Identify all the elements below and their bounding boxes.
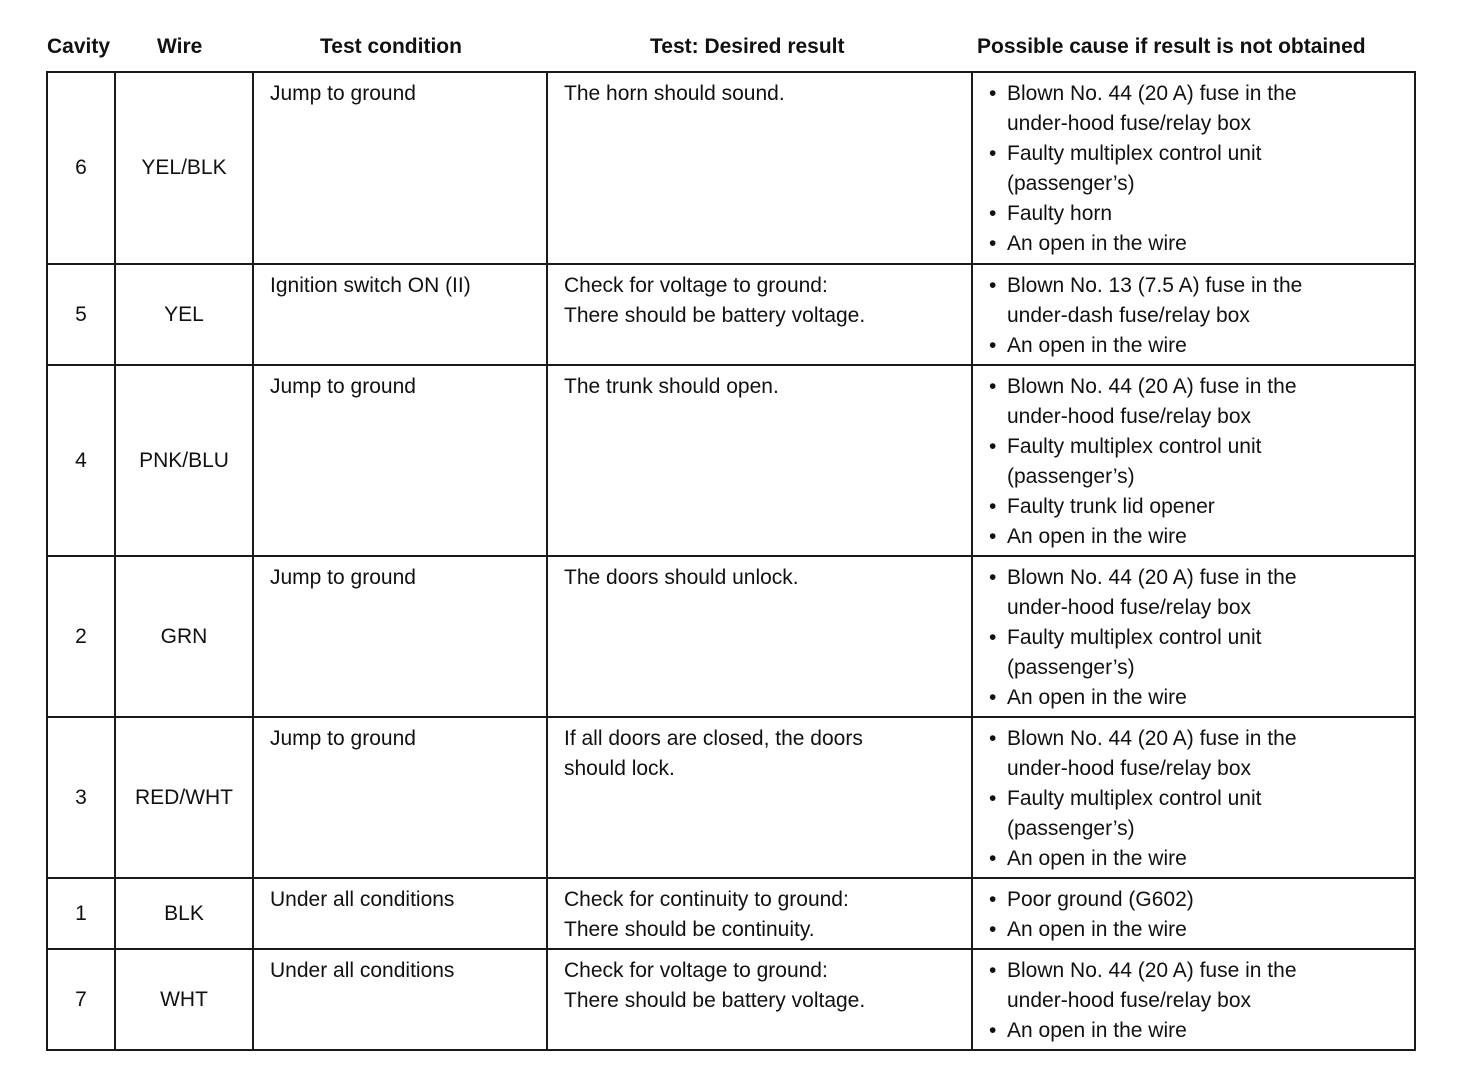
desired-result-line: The doors should unlock. — [564, 566, 799, 589]
header-test-condition: Test condition — [320, 35, 462, 58]
cause-line: (passenger’s) — [1007, 817, 1135, 840]
cause-item — [989, 956, 1398, 1016]
cause-item — [989, 1016, 1398, 1046]
desired-result-line: The trunk should open. — [564, 375, 779, 398]
possible-cause-cell — [972, 72, 1415, 264]
cause-item — [989, 432, 1398, 492]
desired-result-line: There should be battery voltage. — [564, 304, 866, 327]
cavity-cell: 3 — [47, 717, 115, 878]
cause-line: • Faulty multiplex control unit — [1007, 787, 1262, 810]
desired-result-cell — [547, 556, 972, 717]
desired-result-line: Check for voltage to ground: — [564, 959, 828, 982]
cause-item — [989, 372, 1398, 432]
desired-result-line: The horn should sound. — [564, 82, 785, 105]
cause-line: • An open in the wire — [1007, 334, 1187, 357]
cause-item — [989, 563, 1398, 623]
test-condition-cell: Jump to ground — [253, 556, 547, 717]
cause-line: under-hood fuse/relay box — [1007, 596, 1251, 619]
cause-line: under-hood fuse/relay box — [1007, 757, 1251, 780]
possible-cause-cell — [972, 878, 1415, 949]
cause-line: • Faulty multiplex control unit — [1007, 435, 1262, 458]
desired-result-cell — [547, 264, 972, 365]
cause-line: • An open in the wire — [1007, 686, 1187, 709]
desired-result-cell — [547, 365, 972, 556]
cause-list — [989, 79, 1398, 259]
table-row — [47, 365, 1415, 556]
possible-cause-cell — [972, 365, 1415, 556]
test-condition-cell: Under all conditions — [253, 878, 547, 949]
desired-result-cell — [547, 878, 972, 949]
desired-result-line: There should be battery voltage. — [564, 989, 866, 1012]
wire-cell: YEL/BLK — [115, 72, 253, 264]
cause-line: • An open in the wire — [1007, 525, 1187, 548]
table-row — [47, 264, 1415, 365]
desired-result-line: should lock. — [564, 757, 675, 780]
wire-cell: RED/WHT — [115, 717, 253, 878]
cause-line: under-hood fuse/relay box — [1007, 989, 1251, 1012]
cause-list — [989, 956, 1398, 1046]
cavity-cell: 7 — [47, 949, 115, 1050]
cavity-cell: 2 — [47, 556, 115, 717]
table-row — [47, 949, 1415, 1050]
cause-item — [989, 199, 1398, 229]
cavity-cell: 1 — [47, 878, 115, 949]
cause-line: (passenger’s) — [1007, 656, 1135, 679]
wire-cell: GRN — [115, 556, 253, 717]
cavity-cell: 6 — [47, 72, 115, 264]
cause-list — [989, 563, 1398, 713]
cause-item — [989, 623, 1398, 683]
cause-line: • Faulty trunk lid opener — [1007, 495, 1215, 518]
desired-result-cell — [547, 717, 972, 878]
cause-line: (passenger’s) — [1007, 172, 1135, 195]
test-condition-cell: Under all conditions — [253, 949, 547, 1050]
possible-cause-cell — [972, 264, 1415, 365]
cavity-cell: 5 — [47, 264, 115, 365]
cause-line: (passenger’s) — [1007, 465, 1135, 488]
cause-line: • An open in the wire — [1007, 918, 1187, 941]
test-table — [46, 71, 1416, 1051]
cause-line: • Blown No. 44 (20 A) fuse in the — [1007, 566, 1297, 589]
cause-list — [989, 271, 1398, 361]
cause-item — [989, 683, 1398, 713]
cause-item — [989, 139, 1398, 199]
cause-item — [989, 492, 1398, 522]
possible-cause-cell — [972, 556, 1415, 717]
desired-result-line: If all doors are closed, the doors — [564, 727, 863, 750]
header-wire: Wire — [157, 35, 203, 58]
cause-item — [989, 522, 1398, 552]
cause-line: • An open in the wire — [1007, 847, 1187, 870]
header-possible-cause: Possible cause if result is not obtained — [977, 35, 1366, 58]
table-row — [47, 717, 1415, 878]
desired-result-line: Check for continuity to ground: — [564, 888, 849, 911]
cause-line: • Blown No. 44 (20 A) fuse in the — [1007, 727, 1297, 750]
cause-item — [989, 724, 1398, 784]
desired-result-line: Check for voltage to ground: — [564, 274, 828, 297]
table-row — [47, 72, 1415, 264]
cause-line: • Blown No. 44 (20 A) fuse in the — [1007, 375, 1297, 398]
cause-line: • Blown No. 44 (20 A) fuse in the — [1007, 959, 1297, 982]
possible-cause-cell — [972, 717, 1415, 878]
test-condition-cell: Jump to ground — [253, 717, 547, 878]
test-condition-cell: Ignition switch ON (II) — [253, 264, 547, 365]
cause-item — [989, 229, 1398, 259]
desired-result-cell — [547, 72, 972, 264]
possible-cause-cell — [972, 949, 1415, 1050]
test-condition-cell: Jump to ground — [253, 365, 547, 556]
table-row — [47, 878, 1415, 949]
wire-cell: YEL — [115, 264, 253, 365]
cause-line: under-hood fuse/relay box — [1007, 112, 1251, 135]
wire-cell: WHT — [115, 949, 253, 1050]
cavity-cell: 4 — [47, 365, 115, 556]
cause-item — [989, 885, 1398, 915]
cause-list — [989, 724, 1398, 874]
desired-result-cell — [547, 949, 972, 1050]
cause-line: • Faulty multiplex control unit — [1007, 142, 1262, 165]
cause-line: • Faulty horn — [1007, 202, 1113, 225]
cause-item — [989, 271, 1398, 331]
cause-line: • Faulty multiplex control unit — [1007, 626, 1262, 649]
cause-list — [989, 372, 1398, 552]
cause-list — [989, 885, 1398, 945]
cause-line: • Blown No. 44 (20 A) fuse in the — [1007, 82, 1297, 105]
cause-item — [989, 331, 1398, 361]
cause-item — [989, 915, 1398, 945]
wire-cell: BLK — [115, 878, 253, 949]
cause-line: under-hood fuse/relay box — [1007, 405, 1251, 428]
cause-line: • An open in the wire — [1007, 1019, 1187, 1042]
cause-item — [989, 844, 1398, 874]
desired-result-line: There should be continuity. — [564, 918, 815, 941]
cause-line: under-dash fuse/relay box — [1007, 304, 1250, 327]
cause-line: • Poor ground (G602) — [1007, 888, 1194, 911]
cause-line: • An open in the wire — [1007, 232, 1187, 255]
header-cavity: Cavity — [47, 35, 111, 58]
table-row — [47, 556, 1415, 717]
test-condition-cell: Jump to ground — [253, 72, 547, 264]
cause-line: • Blown No. 13 (7.5 A) fuse in the — [1007, 274, 1303, 297]
wire-cell: PNK/BLU — [115, 365, 253, 556]
cause-item — [989, 784, 1398, 844]
header-desired-result: Test: Desired result — [650, 35, 845, 58]
cause-item — [989, 79, 1398, 139]
